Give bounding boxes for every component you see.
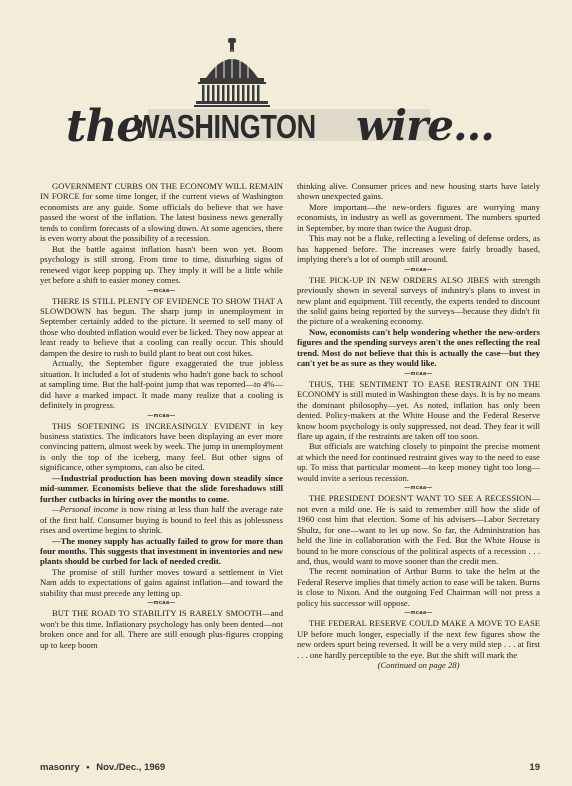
article-paragraph: GOVERNMENT CURBS ON THE ECONOMY WILL REMAIN IN FORCE for some time longer, if the current views of Washington economists are any guide. Some officials do believe that we have passed the worst of the inflation. The latest business news generally tends to confirm forecasts of a slowing down. At some agencies, there is even worry about the possibility of a recession. [40,181,283,244]
article-paragraph: The recent nomination of Arthur Burns to take the helm at the Federal Reserve implies that timely action to ease will be taken. Burns is close to Nixon. And the outgoing Fed Chairman will not press a policy his successor will oppose. [297,566,540,608]
article-paragraph: BUT THE ROAD TO STABILITY IS RARELY SMOOTH—and won't be this time. Inflationary psychology has only been dented—not broken once and for all. There are still enough plus-figures cropping up to keep boom [40,608,283,650]
section-divider: —mcaa— [147,287,176,294]
article-paragraph: More important—the new-orders figures are worrying many economists, in industry as well as government. The numbers spurted in September, by more than twice the August drop. [297,201,540,233]
article-paragraph: But the battle against inflation hasn't been won yet. Boom psychology is still strong. From time to time, disturbing signs of renewed vigor keep popping up. They imply it will be a little while yet before a shift to easier money comes. [40,243,283,286]
section-divider: —mcaa— [147,600,176,607]
publication-name: masonry [40,762,80,773]
section-divider: —mcaa— [147,412,176,419]
page-number: 19 [529,762,540,773]
article-paragraph: Now, economists can't help wondering whether the new-orders figures and the spending surveys aren't the ones reflecting the real trend. Most do not believe that this is actually the case—but they can't yet be as sure as they would like. [297,326,540,369]
section-divider: —mcaa— [404,370,433,377]
continued-note: (Continued on page 28) [377,660,460,671]
paragraph-text: is now rising at less than half the average rate of the first half. Consumer buying is bound to feel this as joblessness rises and overtime begins to shrink. [40,504,284,536]
issue-date: Nov./Dec., 1969 [96,762,166,773]
left-column [40,181,283,650]
italic-phrase: —Personal income [52,504,119,515]
section-divider: —mcaa— [404,266,433,273]
right-column [297,181,540,670]
page-footer [40,762,540,773]
article-paragraph: THERE IS STILL PLENTY OF EVIDENCE TO SHOW THAT A SLOWDOWN has begun. The sharp jump in unemployment in September certainly added to the picture. It seemed to sell many of those who doubted inflation would ever be licked. They now appear at least ready to believe that a cooling can really occur. This should dampen the desire to rush to build plant to beat out cost hikes. [40,295,283,358]
article-paragraph: THE PICK-UP IN NEW ORDERS ALSO JIBES with strength previously shown in several surveys of industry's plans to invest in new plant and equipment. Till recently, the experts tended to discount the solid gains being reported by the surveys—because they didn't fit the picture of a weakening economy. [297,274,540,327]
article-paragraph: THE PRESIDENT DOESN'T WANT TO SEE A RECESSION—not even a mild one. He is said to remember still how the slide of 1960 cost him that election. Some of his advisers—Labor Secretary Shultz, for one—want to let up now. So far, the Administration has held the line in collaboration with the Fed. But the White House is bound to be more conscious of the political aspects of a recession . . . and, thus, would want to move sooner than the credit men. [297,493,540,566]
article-paragraph: But officials are watching closely to pinpoint the precise moment at which the need for continued restraint gives way to the need to ease up. To miss that particular moment—to keep money tight too long—would invite a serious recession. [297,441,540,483]
article-paragraph: THUS, THE SENTIMENT TO EASE RESTRAINT ON THE ECONOMY is still muted in Washington these days. It is by no means the dominant philosophy—yet. As noted, inflation has only been dented. Policy-makers at the White House and the Federal Reserve know boom psychology is only suppressed, not dead. They fear it will flare up again, if the restraints are taken off too soon. [297,378,540,441]
article-paragraph: This may not be a fluke, reflecting a leveling of defense orders, as has happened before. The increases were fairly broadly based, implying there's a lot of oomph still around. [297,233,540,265]
article-paragraph: THIS SOFTENING IS INCREASINGLY EVIDENT in key business statistics. The indicators have been displaying an ever more convincing pattern, almost week by week. The jump in unemployment is only the top of the iceberg, many feel. But other signs of significance, other symptoms, can also be cited. [40,420,283,473]
article-paragraph: thinking alive. Consumer prices and new housing starts have lately shown unexpected gains. [297,181,540,202]
masthead-suffix: wire... [356,101,494,150]
section-divider: —mcaa— [404,610,433,617]
article-paragraph: —The money supply has actually failed to grow for more than four months. This suggests that investment in inventories and new plants should be curbed for lack of needed credit. [40,535,283,567]
masthead-title: WASHINGTON [134,108,316,145]
article-paragraph: The promise of still further moves toward a settlement in Viet Nam adds to expectations of gains against inflation—and toward the stability that must precede any letting up. [40,566,283,598]
masthead [0,0,572,170]
masthead-prefix: the [66,101,144,152]
article-paragraph: THE FEDERAL RESERVE COULD MAKE A MOVE TO EASE UP before much longer, especially if the next few figures show the new orders spurt being reversed. It will be a very mild step . . . at first . . . one hardly perceptible to the eye. But the shift will mark the [297,618,540,660]
footer-bullet: • [86,762,90,773]
section-divider: —mcaa— [404,485,433,492]
article-paragraph: —Industrial production has been moving down steadily since mid-summer. Economists believe that the slide foreshadows still further cutbacks in hiring over the months to come. [40,472,283,504]
article-paragraph: Actually, the September figure exaggerated the true jobless situation. It included a lot of students who hadn't gone back to school at sampling time. But the half-point jump that was reported—to 4%—did have a marked impact. It made many realize that a cooling is definitely in progress. [40,358,283,411]
article-paragraph [40,504,283,535]
